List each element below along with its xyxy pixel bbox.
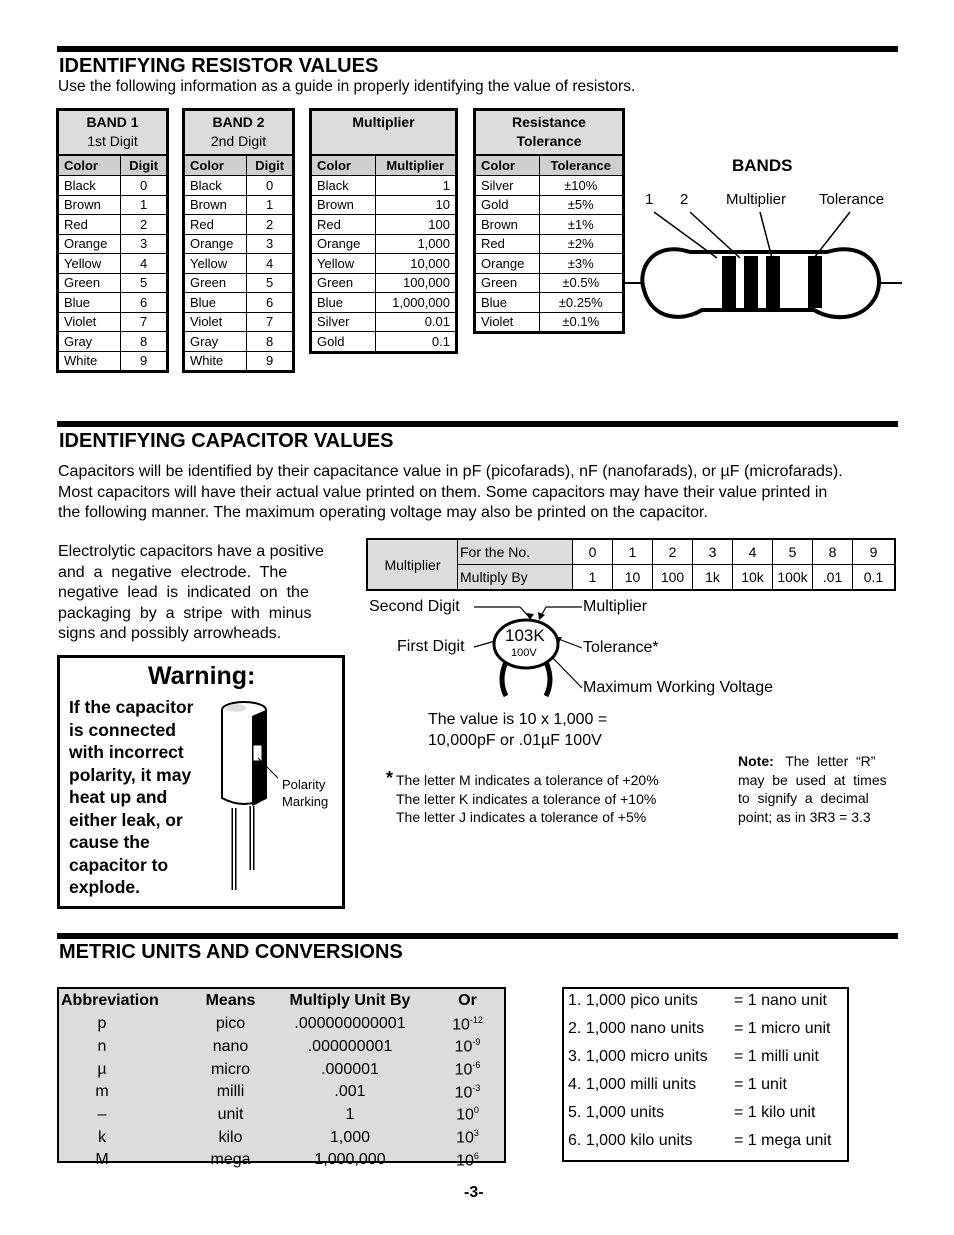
mult-value: 10 bbox=[613, 565, 653, 591]
band2-row bbox=[185, 273, 292, 293]
metric-power-exponent: -9 bbox=[472, 1037, 481, 1048]
band1-table bbox=[56, 108, 169, 373]
warning-line: capacitor to bbox=[69, 854, 169, 875]
mult-number: 5 bbox=[773, 539, 813, 565]
band1-row bbox=[59, 293, 166, 313]
band1-value-cell: 7 bbox=[121, 312, 166, 332]
capacitor-code: 103K bbox=[505, 626, 545, 645]
metric-abbr-cell: µ bbox=[97, 1060, 107, 1078]
band1-color-cell: White bbox=[59, 351, 121, 370]
label-tolerance: Tolerance* bbox=[583, 639, 659, 656]
band1-row bbox=[59, 351, 166, 370]
tolerance-value-cell: ±10% bbox=[539, 176, 622, 196]
band1-col-color: Color bbox=[59, 156, 121, 176]
mult-value: 100 bbox=[653, 565, 693, 591]
metric-row bbox=[59, 1104, 504, 1127]
band2-color-cell: Yellow bbox=[185, 254, 247, 274]
band2-color-cell: White bbox=[185, 351, 247, 370]
metric-power-exponent: 6 bbox=[473, 1150, 479, 1161]
metric-header-abbr: Abbreviation bbox=[61, 992, 159, 1009]
tolerance-value-cell: ±0.25% bbox=[539, 293, 622, 313]
electrolytic-line: packaging by a stripe with minus bbox=[58, 604, 312, 622]
conversion-right: = 1 micro unit bbox=[734, 1020, 831, 1037]
tolerance-row bbox=[476, 234, 622, 254]
warning-line: explode. bbox=[69, 877, 140, 897]
tolerance-color-cell: Violet bbox=[476, 312, 539, 331]
mult-number: 8 bbox=[813, 539, 853, 565]
conversion-right: = 1 nano unit bbox=[734, 992, 827, 1009]
band1-color-cell: Orange bbox=[59, 234, 121, 254]
band2-value-cell: 8 bbox=[247, 332, 292, 352]
warning-text bbox=[69, 696, 193, 899]
capacitor-intro-line: Capacitors will be identified by their capacitance value in pF (picofarads), nF (nanofarads), or µF (microfarads). bbox=[58, 463, 843, 480]
polarity-line: Marking bbox=[282, 794, 329, 809]
band1-row bbox=[59, 254, 166, 274]
warning-line: polarity, it may bbox=[69, 764, 192, 785]
multiplier-color-cell: Green bbox=[312, 273, 375, 293]
multiplier-row bbox=[312, 215, 455, 235]
resistor-intro: Use the following information as a guide in properly identifying the value of resistors. bbox=[58, 78, 636, 95]
label-max-voltage: Maximum Working Voltage bbox=[583, 679, 773, 696]
metric-power-cell bbox=[431, 1036, 504, 1059]
tolerance-title-1: Resistance bbox=[512, 114, 586, 130]
metric-means-cell: kilo bbox=[218, 1128, 243, 1146]
multiplier-row bbox=[312, 176, 455, 196]
multiplier-row bbox=[312, 254, 455, 274]
warning-line: heat up and bbox=[69, 787, 168, 807]
multiplier-value-cell: 1,000,000 bbox=[375, 293, 455, 313]
band2-value-cell: 3 bbox=[247, 234, 292, 254]
multiplier-table bbox=[309, 108, 458, 354]
band2-color-cell: Brown bbox=[185, 195, 247, 215]
multiplier-color-cell: Blue bbox=[312, 293, 375, 313]
band2-row bbox=[185, 215, 292, 235]
conversion-left: 5. 1,000 units bbox=[568, 1104, 665, 1121]
tolerance-color-cell: Orange bbox=[476, 254, 539, 274]
band1-row bbox=[59, 215, 166, 235]
note-label: Note: bbox=[738, 753, 774, 769]
mult-value: 1k bbox=[693, 565, 733, 591]
conversion-right: = 1 unit bbox=[734, 1076, 787, 1093]
multiplier-row bbox=[312, 332, 455, 351]
band2-row bbox=[185, 195, 292, 215]
metric-multiply-cell: .001 bbox=[334, 1083, 366, 1101]
band2-row bbox=[185, 351, 292, 370]
tolerance-note-line: The letter J indicates a tolerance of +5% bbox=[396, 809, 647, 825]
metric-section-title: METRIC UNITS AND CONVERSIONS bbox=[59, 941, 403, 963]
tolerance-row bbox=[476, 293, 622, 313]
metric-power-cell bbox=[431, 1149, 504, 1172]
band2-table bbox=[182, 108, 295, 373]
band1-color-cell: Green bbox=[59, 273, 121, 293]
metric-power-base: 10 bbox=[452, 1016, 470, 1033]
band1-value-cell: 6 bbox=[121, 293, 166, 313]
multiplier-row bbox=[312, 273, 455, 293]
electrolytic-text bbox=[58, 542, 343, 645]
multiplier-col-mult: Multiplier bbox=[375, 156, 455, 176]
metric-abbr-cell: n bbox=[97, 1038, 107, 1056]
band2-color-cell: Blue bbox=[185, 293, 247, 313]
bands-heading: BANDS bbox=[732, 156, 793, 175]
band1-row bbox=[59, 176, 166, 196]
multiplier-color-cell: Orange bbox=[312, 234, 375, 254]
band1-row bbox=[59, 332, 166, 352]
multiplier-value-cell: 0.01 bbox=[375, 312, 455, 332]
metric-means-cell: pico bbox=[215, 1015, 246, 1033]
band1-value-cell: 2 bbox=[121, 215, 166, 235]
metric-row bbox=[59, 1126, 504, 1149]
electrolytic-line: negative lead is indicated on the bbox=[58, 584, 309, 601]
multiplier-color-cell: Black bbox=[312, 176, 375, 196]
tolerance-row bbox=[476, 273, 622, 293]
mult-value: 10k bbox=[733, 565, 773, 591]
band1-row bbox=[59, 273, 166, 293]
metric-multiply-cell: .000001 bbox=[321, 1060, 379, 1078]
band2-row bbox=[185, 254, 292, 274]
multiplier-title: Multiplier bbox=[352, 114, 415, 130]
metric-means-cell: unit bbox=[217, 1106, 244, 1124]
conversion-left: 1. 1,000 pico units bbox=[568, 992, 698, 1009]
multiplier-row bbox=[312, 312, 455, 332]
polarity-line: Polarity bbox=[282, 777, 326, 792]
electrolytic-line: signs and possibly arrowheads. bbox=[58, 625, 282, 642]
tolerance-value-cell: ±0.5% bbox=[539, 273, 622, 293]
value-line: The value is 10 x 1,000 = bbox=[428, 711, 608, 728]
band1-value-cell: 8 bbox=[121, 332, 166, 352]
tolerance-title-2: Tolerance bbox=[516, 133, 582, 149]
mult-number: 1 bbox=[613, 539, 653, 565]
metric-units-table bbox=[57, 987, 506, 1170]
multiplier-color-cell: Brown bbox=[312, 195, 375, 215]
metric-power-base: 10 bbox=[456, 1106, 474, 1124]
section-rule-metric bbox=[57, 933, 898, 939]
metric-means-cell: milli bbox=[216, 1083, 245, 1101]
section-rule-resistor bbox=[57, 46, 898, 52]
band2-color-cell: Red bbox=[185, 215, 247, 235]
page-number: -3- bbox=[464, 1184, 484, 1201]
conversion-left: 4. 1,000 milli units bbox=[568, 1076, 697, 1093]
metric-power-base: 10 bbox=[454, 1084, 473, 1102]
conversion-left: 2. 1,000 nano units bbox=[568, 1020, 705, 1037]
tolerance-row bbox=[476, 312, 622, 331]
warning-line: is connected bbox=[69, 719, 176, 740]
band1-color-cell: Black bbox=[59, 176, 121, 196]
band2-value-cell: 1 bbox=[247, 195, 292, 215]
conversion-left: 6. 1,000 kilo units bbox=[568, 1132, 693, 1149]
value-line: 10,000pF or .01µF 100V bbox=[428, 731, 602, 749]
tolerance-note-line: The letter K indicates a tolerance of +10% bbox=[396, 790, 657, 807]
tolerance-color-cell: Brown bbox=[476, 215, 539, 235]
tolerance-color-cell: Blue bbox=[476, 293, 539, 313]
mult-value: 1 bbox=[573, 565, 613, 591]
tolerance-row bbox=[476, 195, 622, 215]
mult-value: .01 bbox=[813, 565, 853, 591]
label-multiplier: Multiplier bbox=[583, 598, 648, 615]
metric-multiply-cell: .000000001 bbox=[307, 1038, 393, 1056]
electrolytic-line: and a negative electrode. The bbox=[58, 563, 288, 581]
multiplier-value-cell: 1,000 bbox=[375, 234, 455, 254]
band1-col-digit: Digit bbox=[121, 156, 166, 176]
warning-line: cause the bbox=[69, 832, 150, 852]
band2-row bbox=[185, 293, 292, 313]
metric-header-multiply: Multiply Unit By bbox=[289, 992, 411, 1009]
conversion-left: 3. 1,000 micro units bbox=[568, 1048, 708, 1065]
metric-multiply-cell: 1,000 bbox=[329, 1128, 371, 1146]
band1-subtitle: 1st Digit bbox=[87, 133, 138, 149]
tolerance-value-cell: ±5% bbox=[539, 195, 622, 215]
tolerance-table bbox=[473, 108, 625, 334]
note-line: to signify a decimal bbox=[738, 790, 869, 806]
tolerance-row bbox=[476, 215, 622, 235]
multiplier-value-cell: 100 bbox=[375, 215, 455, 235]
band2-row bbox=[185, 234, 292, 254]
band1-value-cell: 0 bbox=[121, 176, 166, 196]
metric-power-cell bbox=[431, 1104, 504, 1127]
multiplier-color-cell: Silver bbox=[312, 312, 375, 332]
metric-abbr-cell: – bbox=[97, 1106, 107, 1124]
tolerance-color-cell: Red bbox=[476, 234, 539, 254]
metric-power-cell bbox=[431, 1081, 504, 1104]
band1-value-cell: 5 bbox=[121, 273, 166, 293]
band2-color-cell: Black bbox=[185, 176, 247, 196]
multiplier-row bbox=[312, 234, 455, 254]
metric-multiply-cell: .000000000001 bbox=[294, 1015, 406, 1033]
band-label-multiplier: Multiplier bbox=[726, 191, 787, 208]
metric-row bbox=[59, 1036, 504, 1059]
band1-color-cell: Brown bbox=[59, 195, 121, 215]
band2-title: BAND 2 bbox=[212, 114, 265, 130]
conversion-right: = 1 kilo unit bbox=[734, 1104, 816, 1121]
metric-power-base: 10 bbox=[454, 1061, 473, 1079]
band2-color-cell: Gray bbox=[185, 332, 247, 352]
resistor-section-title: IDENTIFYING RESISTOR VALUES bbox=[59, 55, 379, 77]
metric-means-cell: nano bbox=[212, 1038, 249, 1056]
capacitor-intro-line: the following manner. The maximum operating voltage may also be printed on the capacitor. bbox=[58, 504, 708, 521]
multiplier-value-cell: 1 bbox=[375, 176, 455, 196]
band2-row bbox=[185, 332, 292, 352]
metric-power-cell bbox=[431, 1058, 504, 1081]
metric-means-cell: mega bbox=[210, 1151, 251, 1169]
polarity-marking-label bbox=[282, 776, 328, 810]
section-rule-capacitor bbox=[57, 421, 898, 427]
tolerance-col-tol: Tolerance bbox=[539, 156, 622, 176]
resistor-diagram bbox=[622, 210, 902, 350]
metric-abbr-cell: p bbox=[97, 1015, 107, 1033]
metric-power-cell bbox=[431, 1013, 504, 1036]
metric-abbr-cell: k bbox=[98, 1128, 106, 1146]
mult-table-row2-label: Multiply By bbox=[458, 565, 573, 591]
band1-row bbox=[59, 195, 166, 215]
tolerance-note-line: The letter M indicates a tolerance of +20% bbox=[396, 772, 659, 788]
tolerance-value-cell: ±3% bbox=[539, 254, 622, 274]
note-line: point; as in 3R3 = 3.3 bbox=[738, 808, 871, 825]
band-label-1: 1 bbox=[645, 191, 654, 208]
warning-line: with incorrect bbox=[69, 742, 184, 762]
metric-power-exponent: -3 bbox=[472, 1082, 481, 1093]
tolerance-color-cell: Gold bbox=[476, 195, 539, 215]
band1-value-cell: 3 bbox=[121, 234, 166, 254]
band1-value-cell: 9 bbox=[121, 351, 166, 370]
tolerance-col-color: Color bbox=[476, 156, 539, 176]
tolerance-row bbox=[476, 176, 622, 196]
metric-row bbox=[59, 1013, 504, 1036]
tolerance-value-cell: ±0.1% bbox=[539, 312, 622, 331]
metric-row bbox=[59, 1149, 504, 1172]
warning-line: either leak, or bbox=[69, 809, 183, 830]
band2-color-cell: Violet bbox=[185, 312, 247, 332]
band2-value-cell: 2 bbox=[247, 215, 292, 235]
multiplier-color-cell: Gold bbox=[312, 332, 375, 351]
band1-value-cell: 1 bbox=[121, 195, 166, 215]
band1-title: BAND 1 bbox=[86, 114, 139, 130]
mult-number: 9 bbox=[853, 539, 896, 565]
band1-color-cell: Gray bbox=[59, 332, 121, 352]
mult-table-label: Multiplier bbox=[367, 539, 458, 590]
metric-multiply-cell: 1,000,000 bbox=[314, 1151, 386, 1169]
band1-value-cell: 4 bbox=[121, 254, 166, 274]
conversions-box bbox=[562, 987, 849, 1162]
mult-number: 4 bbox=[733, 539, 773, 565]
capacitor-voltage-mark: 100V bbox=[511, 647, 537, 659]
multiplier-row bbox=[312, 293, 455, 313]
label-first-digit: First Digit bbox=[397, 638, 465, 655]
band-label-tolerance: Tolerance bbox=[819, 191, 885, 208]
electrolytic-capacitor-icon bbox=[218, 698, 278, 894]
multiplier-row bbox=[312, 195, 455, 215]
band1-color-cell: Yellow bbox=[59, 254, 121, 274]
tolerance-color-cell: Green bbox=[476, 273, 539, 293]
metric-power-exponent: 0 bbox=[473, 1105, 479, 1116]
label-second-digit: Second Digit bbox=[369, 598, 460, 615]
band1-color-cell: Red bbox=[59, 215, 121, 235]
metric-power-base: 10 bbox=[456, 1152, 474, 1170]
band2-row bbox=[185, 176, 292, 196]
mult-number: 3 bbox=[693, 539, 733, 565]
warning-box bbox=[57, 655, 345, 909]
mult-value: 100k bbox=[773, 565, 813, 591]
note-line: may be used at times bbox=[738, 771, 887, 788]
capacitor-intro bbox=[58, 462, 898, 524]
mult-number: 2 bbox=[653, 539, 693, 565]
band1-color-cell: Violet bbox=[59, 312, 121, 332]
band2-row bbox=[185, 312, 292, 332]
multiplier-color-cell: Red bbox=[312, 215, 375, 235]
metric-power-cell bbox=[431, 1126, 504, 1149]
metric-row bbox=[59, 1058, 504, 1081]
tolerance-color-cell: Silver bbox=[476, 176, 539, 196]
multiplier-col-color: Color bbox=[312, 156, 375, 176]
tolerance-row bbox=[476, 254, 622, 274]
band2-subtitle: 2nd Digit bbox=[210, 133, 267, 149]
band1-row bbox=[59, 234, 166, 254]
band2-value-cell: 0 bbox=[247, 176, 292, 196]
warning-line: If the capacitor bbox=[69, 697, 194, 717]
band-label-2: 2 bbox=[680, 191, 689, 208]
multiplier-value-cell: 100,000 bbox=[375, 273, 455, 293]
capacitor-intro-line: Most capacitors will have their actual value printed on them. Some capacitors may have their value printed in bbox=[58, 483, 828, 501]
metric-header-means: Means bbox=[205, 992, 256, 1009]
tolerance-value-cell: ±1% bbox=[539, 215, 622, 235]
note-block bbox=[738, 752, 896, 826]
metric-power-base: 10 bbox=[456, 1129, 474, 1147]
metric-multiply-cell: 1 bbox=[345, 1106, 355, 1124]
metric-header-or: Or bbox=[458, 992, 477, 1009]
multiplier-color-cell: Yellow bbox=[312, 254, 375, 274]
band2-value-cell: 9 bbox=[247, 351, 292, 370]
multiplier-value-cell: 0.1 bbox=[375, 332, 455, 351]
band2-value-cell: 5 bbox=[247, 273, 292, 293]
warning-title: Warning: bbox=[148, 662, 256, 690]
tolerance-value-cell: ±2% bbox=[539, 234, 622, 254]
metric-abbr-cell: m bbox=[95, 1083, 109, 1101]
band2-col-color: Color bbox=[185, 156, 247, 176]
metric-abbr-cell: M bbox=[95, 1151, 109, 1169]
mult-table-row1-label: For the No. bbox=[458, 539, 573, 565]
value-example bbox=[428, 710, 607, 751]
band2-value-cell: 7 bbox=[247, 312, 292, 332]
capacitor-section-title: IDENTIFYING CAPACITOR VALUES bbox=[59, 430, 394, 452]
electrolytic-line: Electrolytic capacitors have a positive bbox=[58, 543, 324, 560]
tolerance-notes bbox=[396, 771, 659, 827]
conversion-right: = 1 milli unit bbox=[734, 1048, 819, 1065]
metric-means-cell: micro bbox=[210, 1060, 251, 1078]
mult-number: 0 bbox=[573, 539, 613, 565]
metric-power-exponent: -12 bbox=[469, 1014, 483, 1025]
note-line: The letter “R” bbox=[785, 753, 876, 769]
multiplier-value-cell: 10 bbox=[375, 195, 455, 215]
capacitor-multiplier-table bbox=[366, 538, 896, 591]
multiplier-value-cell: 10,000 bbox=[375, 254, 455, 274]
conversion-right: = 1 mega unit bbox=[734, 1132, 832, 1149]
band2-value-cell: 6 bbox=[247, 293, 292, 313]
band1-row bbox=[59, 312, 166, 332]
metric-power-exponent: 3 bbox=[473, 1128, 479, 1139]
metric-row bbox=[59, 1081, 504, 1104]
band2-value-cell: 4 bbox=[247, 254, 292, 274]
metric-power-base: 10 bbox=[454, 1038, 473, 1056]
band2-color-cell: Orange bbox=[185, 234, 247, 254]
mult-value: 0.1 bbox=[853, 565, 896, 591]
band2-color-cell: Green bbox=[185, 273, 247, 293]
band2-col-digit: Digit bbox=[247, 156, 292, 176]
tolerance-star: * bbox=[386, 768, 394, 788]
band1-color-cell: Blue bbox=[59, 293, 121, 313]
metric-power-exponent: -6 bbox=[472, 1060, 481, 1071]
